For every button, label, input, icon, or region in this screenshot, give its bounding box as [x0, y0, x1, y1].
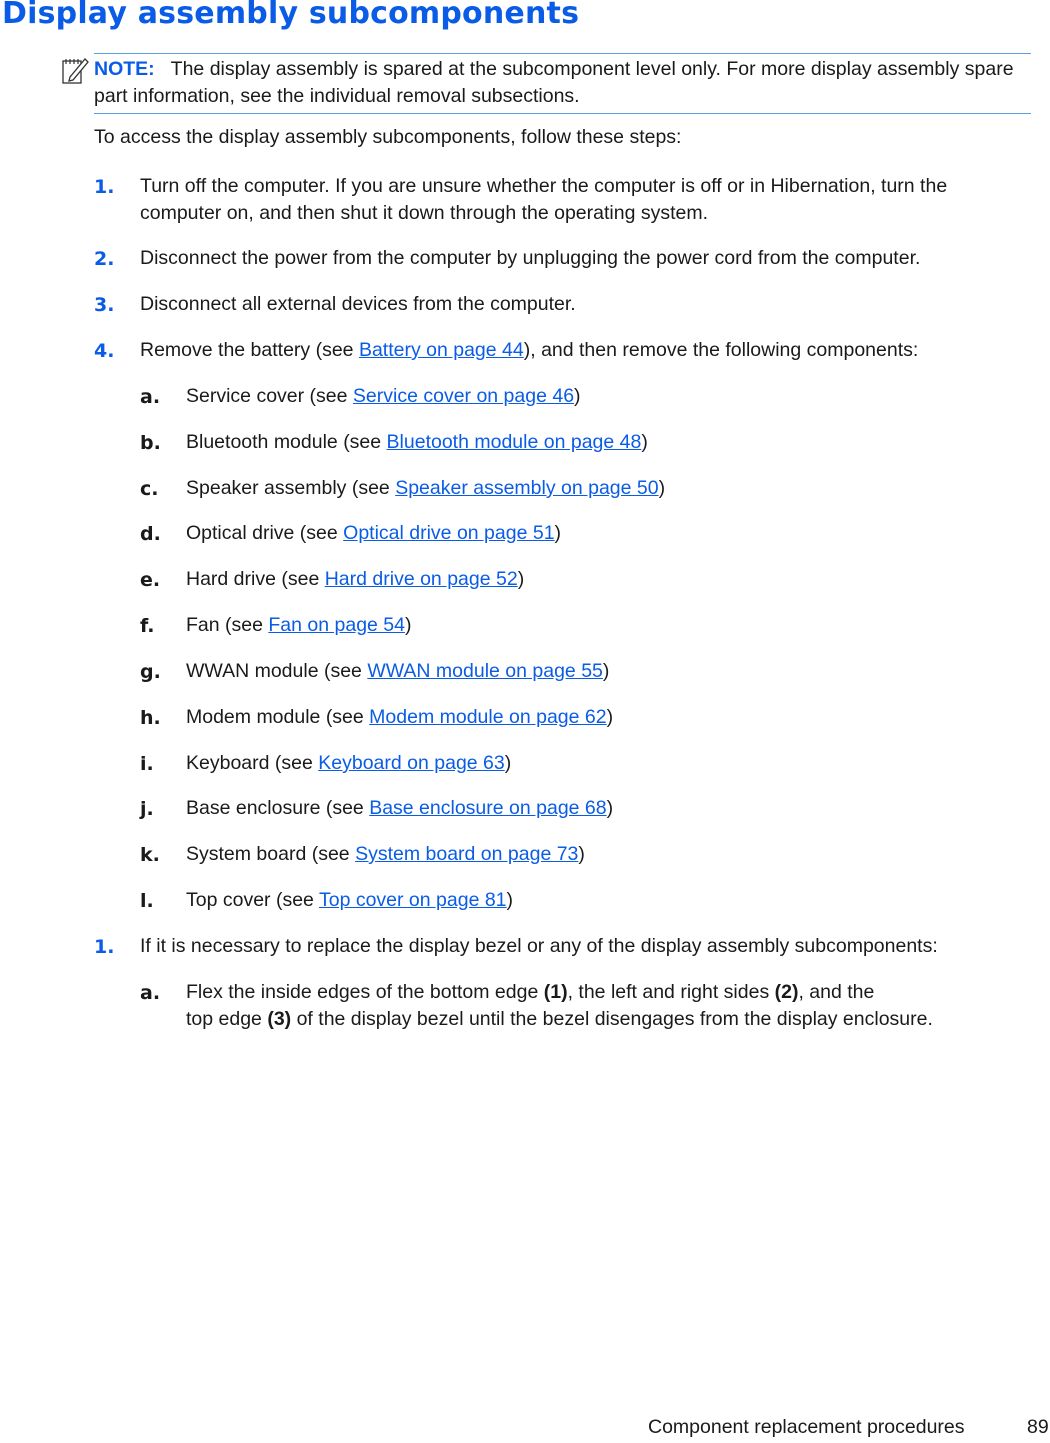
substep-letter: k. [140, 844, 160, 866]
substep-letter: l. [140, 890, 154, 912]
substep-letter: g. [140, 661, 161, 683]
substep-post: ) [574, 385, 581, 407]
substep-post: ) [602, 660, 610, 682]
step-text [140, 173, 947, 227]
note-label: NOTE: [94, 58, 155, 80]
system-board-link[interactable]: System board on page 73 [355, 843, 579, 865]
base-enclosure-link[interactable]: Base enclosure on page 68 [369, 797, 607, 819]
substep-pre: Optical drive (see [186, 522, 344, 544]
note-pencil-icon [60, 55, 90, 85]
substep-letter: c. [140, 478, 159, 500]
step-text [140, 337, 918, 364]
callout-number: (2) [774, 981, 799, 1003]
substep-text [186, 795, 613, 822]
top-cover-link[interactable]: Top cover on page 81 [318, 889, 507, 911]
step-line: computer on, and then shut it down through the operating system. [140, 202, 709, 224]
substep-pre: Fan (see [186, 614, 269, 636]
text-run: , and the [798, 981, 875, 1003]
optical-drive-link[interactable]: Optical drive on page 51 [343, 522, 555, 544]
step-text: Disconnect all external devices from the computer. [140, 293, 576, 315]
callout-number: (3) [267, 1008, 292, 1030]
substep-text [186, 383, 581, 410]
step-text-pre: Remove the battery (see [140, 339, 359, 361]
substep-letter: h. [140, 707, 161, 729]
text-run: of the display bezel until the bezel disengages from the display enclosure. [291, 1008, 933, 1030]
substep-pre: Hard drive (see [186, 568, 325, 590]
footer-section-title: Component replacement procedures [648, 1416, 965, 1438]
substep-post: ) [405, 614, 412, 636]
substep-pre: Speaker assembly (see [186, 477, 396, 499]
step-number: 1. [94, 936, 115, 958]
note-box [94, 53, 1031, 114]
substep-pre: Service cover (see [186, 385, 353, 407]
step-number: 4. [94, 340, 115, 362]
callout-number: (1) [543, 981, 568, 1003]
substep-line [186, 1006, 933, 1033]
substep-post: ) [578, 843, 585, 865]
substep-post: ) [554, 522, 562, 544]
step-text: If it is necessary to replace the display bezel or any of the display assembly subcomponents: [140, 935, 938, 957]
substep-pre: System board (see [186, 843, 356, 865]
substep-letter: b. [140, 432, 161, 454]
substep-letter: d. [140, 523, 161, 545]
text-run: , the left and right sides [567, 981, 775, 1003]
substep-text [186, 750, 511, 777]
substep-post: ) [517, 568, 525, 590]
substep-text [186, 658, 609, 685]
step-number: 1. [94, 176, 115, 198]
substep-text [186, 979, 933, 1033]
service-cover-link[interactable]: Service cover on page 46 [352, 385, 575, 407]
step-line: Turn off the computer. If you are unsure whether the computer is off or in Hibernation, turn the [140, 175, 948, 197]
substep-post: ) [658, 477, 666, 499]
bluetooth-module-link[interactable]: Bluetooth module on page 48 [386, 431, 642, 453]
modem-module-link[interactable]: Modem module on page 62 [369, 706, 607, 728]
note-text: The display assembly is spared at the subcomponent level only. For more display assembly spare part information, see the individual removal subsections. [94, 58, 1014, 107]
substep-post: ) [606, 797, 614, 819]
hard-drive-link[interactable]: Hard drive on page 52 [324, 568, 518, 590]
wwan-module-link[interactable]: WWAN module on page 55 [367, 660, 603, 682]
text-run: top edge [186, 1008, 268, 1030]
substep-letter: i. [140, 753, 154, 775]
speaker-assembly-link[interactable]: Speaker assembly on page 50 [395, 477, 659, 499]
keyboard-link[interactable]: Keyboard on page 63 [318, 752, 505, 774]
step-number: 2. [94, 248, 115, 270]
substep-letter: f. [140, 615, 155, 637]
step-text-post: ), and then remove the following components: [523, 339, 919, 361]
step-number: 3. [94, 294, 115, 316]
substep-post: ) [504, 752, 512, 774]
substep-text [186, 475, 665, 502]
substep-post: ) [641, 431, 648, 453]
substep-pre: Bluetooth module (see [186, 431, 387, 453]
substep-text [186, 429, 648, 456]
substep-pre: WWAN module (see [186, 660, 368, 682]
substep-pre: Modem module (see [186, 706, 370, 728]
substep-letter: j. [140, 798, 154, 820]
substep-pre: Keyboard (see [186, 752, 319, 774]
substep-pre: Top cover (see [186, 889, 319, 911]
step-text: Disconnect the power from the computer by unplugging the power cord from the computer. [140, 247, 921, 269]
text-run: Flex the inside edges of the bottom edge [186, 981, 544, 1003]
substep-pre: Base enclosure (see [186, 797, 370, 819]
intro-text: To access the display assembly subcomponents, follow these steps: [94, 126, 682, 148]
substep-line [186, 979, 933, 1006]
substep-post: ) [506, 889, 514, 911]
substep-post: ) [606, 706, 614, 728]
substep-text [186, 612, 412, 639]
substep-text [186, 841, 585, 868]
fan-link[interactable]: Fan on page 54 [268, 614, 405, 636]
substep-letter: a. [140, 386, 161, 408]
page-title: Display assembly subcomponents [2, 0, 580, 31]
battery-link[interactable]: Battery on page 44 [358, 339, 524, 361]
substep-letter: e. [140, 569, 161, 591]
substep-text [186, 520, 561, 547]
substep-text [186, 887, 513, 914]
substep-text [186, 704, 613, 731]
footer-page-number: 89 [1027, 1416, 1049, 1438]
substep-letter: a. [140, 982, 161, 1004]
substep-text [186, 566, 524, 593]
